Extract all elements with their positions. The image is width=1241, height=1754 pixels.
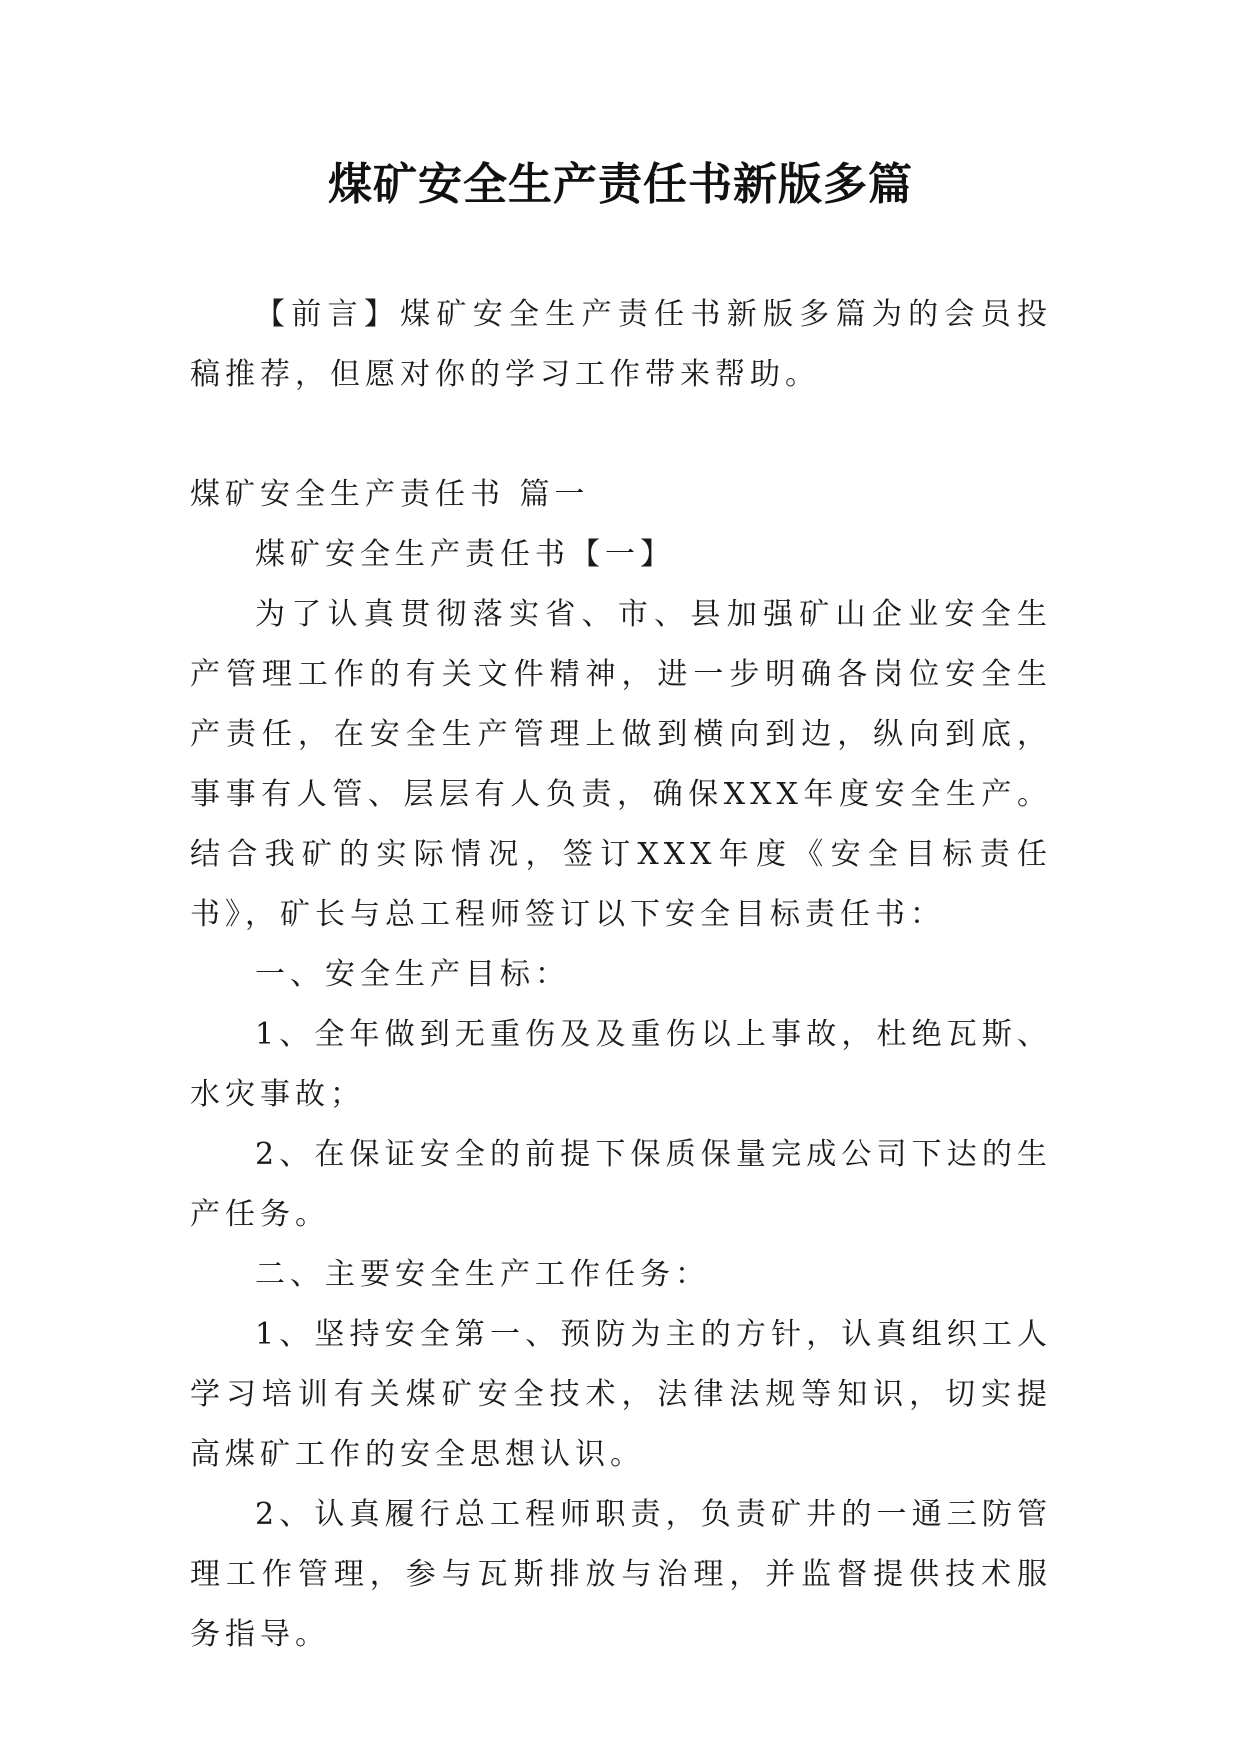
- paragraph-spacer: [190, 405, 1052, 465]
- body-paragraph: 2、认真履行总工程师职责，负责矿井的一通三防管理工作管理，参与瓦斯排放与治理，并监督提供技术服务指导。: [190, 1497, 1052, 1652]
- subheading: 煤矿安全生产责任书【一】: [255, 537, 675, 572]
- body-paragraph: 为了认真贯彻落实省、市、县加强矿山企业安全生产管理工作的有关文件精神，进一步明确各岗位安全生产责任，在安全生产管理上做到横向到边，纵向到底，事事有人管、层层有人负责，确保XXX年度安全生产。结合我矿的实际情况，签订XXX年度《安全目标责任书》，矿长与总工程师签订以下安全目标责任书：: [190, 597, 1052, 932]
- section-heading: 煤矿安全生产责任书 篇一: [190, 477, 590, 512]
- document-body: [190, 285, 1052, 1665]
- body-paragraph: 2、在保证安全的前提下保质保量完成公司下达的生产任务。: [190, 1137, 1052, 1232]
- document-title: 煤矿安全生产责任书新版多篇: [328, 159, 913, 210]
- preface-paragraph: 【前言】煤矿安全生产责任书新版多篇为的会员投稿推荐，但愿对你的学习工作带来帮助。: [190, 297, 1052, 392]
- body-paragraph: 1、全年做到无重伤及及重伤以上事故，杜绝瓦斯、水灾事故；: [190, 1017, 1052, 1112]
- body-paragraph: 1、坚持安全第一、预防为主的方针，认真组织工人学习培训有关煤矿安全技术，法律法规等知识，切实提高煤矿工作的安全思想认识。: [190, 1317, 1052, 1472]
- body-paragraph: 一、安全生产目标：: [255, 957, 570, 992]
- body-paragraph: 二、主要安全生产工作任务：: [255, 1257, 710, 1292]
